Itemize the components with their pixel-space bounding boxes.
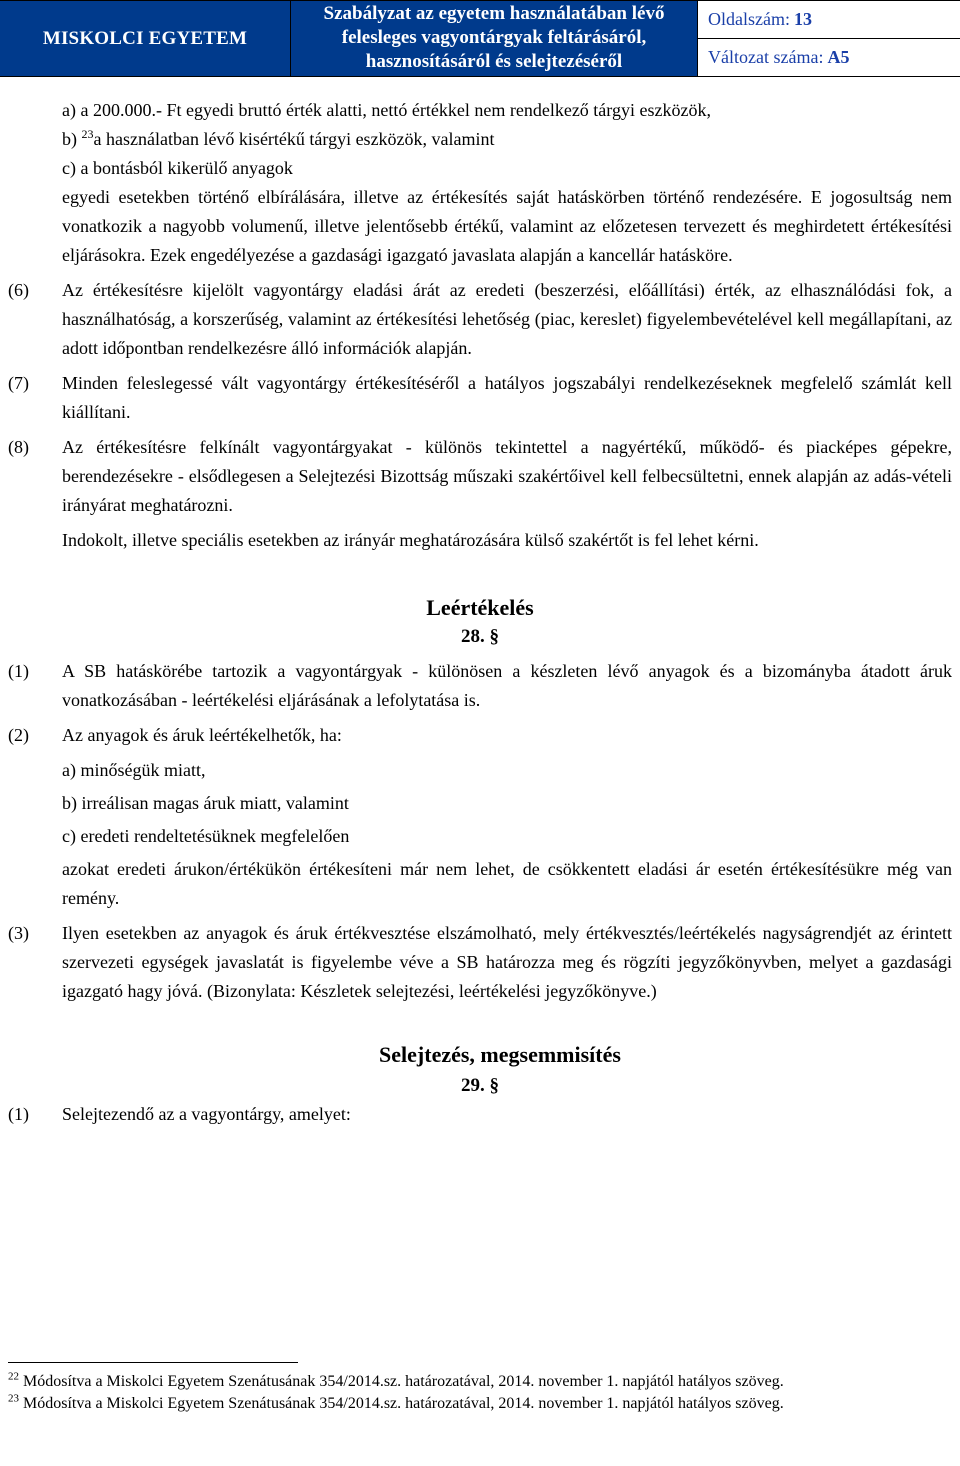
section-number: 29. § [461, 1075, 499, 1096]
footnote-number: 23 [8, 1392, 19, 1405]
paragraph-28-1 [0, 657, 952, 715]
paragraph-8 [0, 433, 952, 520]
list-item [62, 822, 960, 851]
list-marker: c) [62, 826, 76, 846]
document-title [291, 1, 698, 76]
paragraph-text: Az értékesítésre kijelölt vagyontárgy eladási árát az eredeti (beszerzési, előállítási) érték, az elhasználódási fok, a használhatóság, a korszerűség, valamint az értékesítési lehetőség (piac, kereslet) figyelembevételével kell megállapítani, az adott időpontban rendelkezésre álló információk alapján. [62, 280, 952, 358]
list-item [62, 96, 952, 125]
paragraph-28-3 [0, 919, 952, 1006]
paragraph: Indokolt, illetve speciális esetekben az irányár meghatározására külső szakértőt is fel lehet kérni. [62, 530, 759, 550]
header-meta [698, 1, 960, 76]
footnote [8, 1393, 952, 1415]
paragraph-text: Az értékesítésre felkínált vagyontárgyakat - különös tekintettel a nagyértékű, működő- és piacképes gépekre, berendezésekre - elsődlegesen a Selejtezési Bizottság műszaki szakértőivel kell felbecsültetni, ennek alapján az adás-vételi irányárat meghatározni. [62, 437, 952, 515]
list-item [62, 125, 952, 154]
page-number-label: Oldalszám: [708, 9, 790, 29]
list-item [62, 154, 952, 183]
paragraph-number: (8) [8, 437, 29, 457]
footnote-text: Módosítva a Miskolci Egyetem Szenátusának 354/2014.sz. határozatával, 2014. november 1. napjától hatályos szöveg. [23, 1395, 784, 1412]
paragraph-text: Ilyen esetekben az anyagok és áruk értékvesztése elszámolható, mely értékvesztés/leértékelés nagyságrendjét az érintett szervezeti egységek javaslatát is figyelembe véve a SB határozza meg és rögzíti jegyzőkönyvben, melyet a gazdasági igazgató hagy jóvá. (Bizonylata: Készletek selejtezési, leértékelési jegyzőkönyve.) [62, 923, 952, 1001]
list-text: eredeti rendeltetésüknek megfelelően [80, 826, 350, 846]
paragraph-text: Selejtezendő az a vagyontárgy, amelyet: [62, 1104, 351, 1124]
organization-name: MISKOLCI EGYETEM [0, 1, 291, 76]
list-item [62, 789, 960, 818]
paragraph-6 [0, 276, 952, 363]
paragraph-number: (6) [8, 280, 29, 300]
document-title-line: Szabályzat az egyetem használatában lévő [323, 3, 665, 24]
section-title: Leértékelés [426, 595, 534, 620]
paragraph-text: A SB hatáskörébe tartozik a vagyontárgyak - különösen a készleten lévő anyagok és a bizományba átadott áruk vonatkozásában - leértékelési eljárásának a lefolytatása is. [62, 661, 952, 710]
footnote-divider [8, 1362, 298, 1363]
version-value: A5 [827, 47, 850, 67]
list-text: a használatban lévő kisértékű tárgyi eszközök, valamint [93, 129, 495, 149]
page-number: 13 [793, 9, 812, 29]
section-number: 28. § [461, 626, 499, 647]
list-marker: c) [62, 158, 76, 178]
document-title-line: hasznosításáról és selejtezéséről [365, 51, 623, 72]
list-text: irreálisan magas áruk miatt, valamint [81, 793, 349, 813]
page-header [0, 0, 960, 77]
document-body [0, 96, 960, 1129]
paragraph-number: (2) [8, 725, 29, 745]
list-marker: b) [62, 129, 77, 149]
footnotes [8, 1362, 952, 1415]
footnote-text: Módosítva a Miskolci Egyetem Szenátusának 354/2014.sz. határozatával, 2014. november 1. napjától hatályos szöveg. [23, 1373, 784, 1390]
paragraph-text: Minden feleslegessé vált vagyontárgy értékesítéséről a hatályos jogszabályi rendelkezéseknek megfelelő számlát kell kiállítani. [62, 373, 952, 422]
paragraph-number: (7) [8, 373, 29, 393]
paragraph: egyedi esetekben történő elbírálására, illetve az értékesítés saját hatáskörben történő rendezésére. E jogosultság nem vonatkozik a nagyobb volumenű, illetve jelentősebb értékű, valamint az előzetesen tervezett és meghirdetett értékesítési eljárásokra. Ezek engedélyezése a gazdasági igazgató javaslata alapján a kancellár hatásköre. [62, 187, 952, 265]
paragraph-29-1 [0, 1100, 952, 1129]
footnote-ref[interactable]: 23 [81, 127, 94, 141]
page-number-cell [698, 1, 960, 39]
paragraph-28-2 [0, 721, 952, 750]
list-item [62, 756, 960, 785]
list-text: minőségük miatt, [80, 760, 206, 780]
paragraph-number: (1) [8, 661, 29, 681]
paragraph-text: Az anyagok és áruk leértékelhetők, ha: [62, 725, 342, 745]
paragraph-number: (1) [8, 1104, 29, 1124]
footnote [8, 1371, 952, 1393]
paragraph-number: (3) [8, 923, 29, 943]
version-label: Változat száma: [708, 47, 824, 67]
footnote-number: 22 [8, 1370, 19, 1383]
list-text: a 200.000.- Ft egyedi bruttó érték alatti, nettó értékkel nem rendelkező tárgyi eszközök, [80, 100, 711, 120]
document-title-line: felesleges vagyontárgyak feltárásáról, [341, 27, 647, 48]
list-marker: b) [62, 793, 77, 813]
list-text: a bontásból kikerülő anyagok [80, 158, 293, 178]
list-marker: a) [62, 760, 76, 780]
list-marker: a) [62, 100, 76, 120]
paragraph-7 [0, 369, 952, 427]
version-cell [698, 39, 960, 76]
paragraph: azokat eredeti árukon/értékükön értékesíteni már nem lehet, de csökkentett eladási ár esetén értékesítésükre még van remény. [62, 859, 952, 908]
section-title: Selejtezés, megsemmisítés [379, 1042, 621, 1067]
